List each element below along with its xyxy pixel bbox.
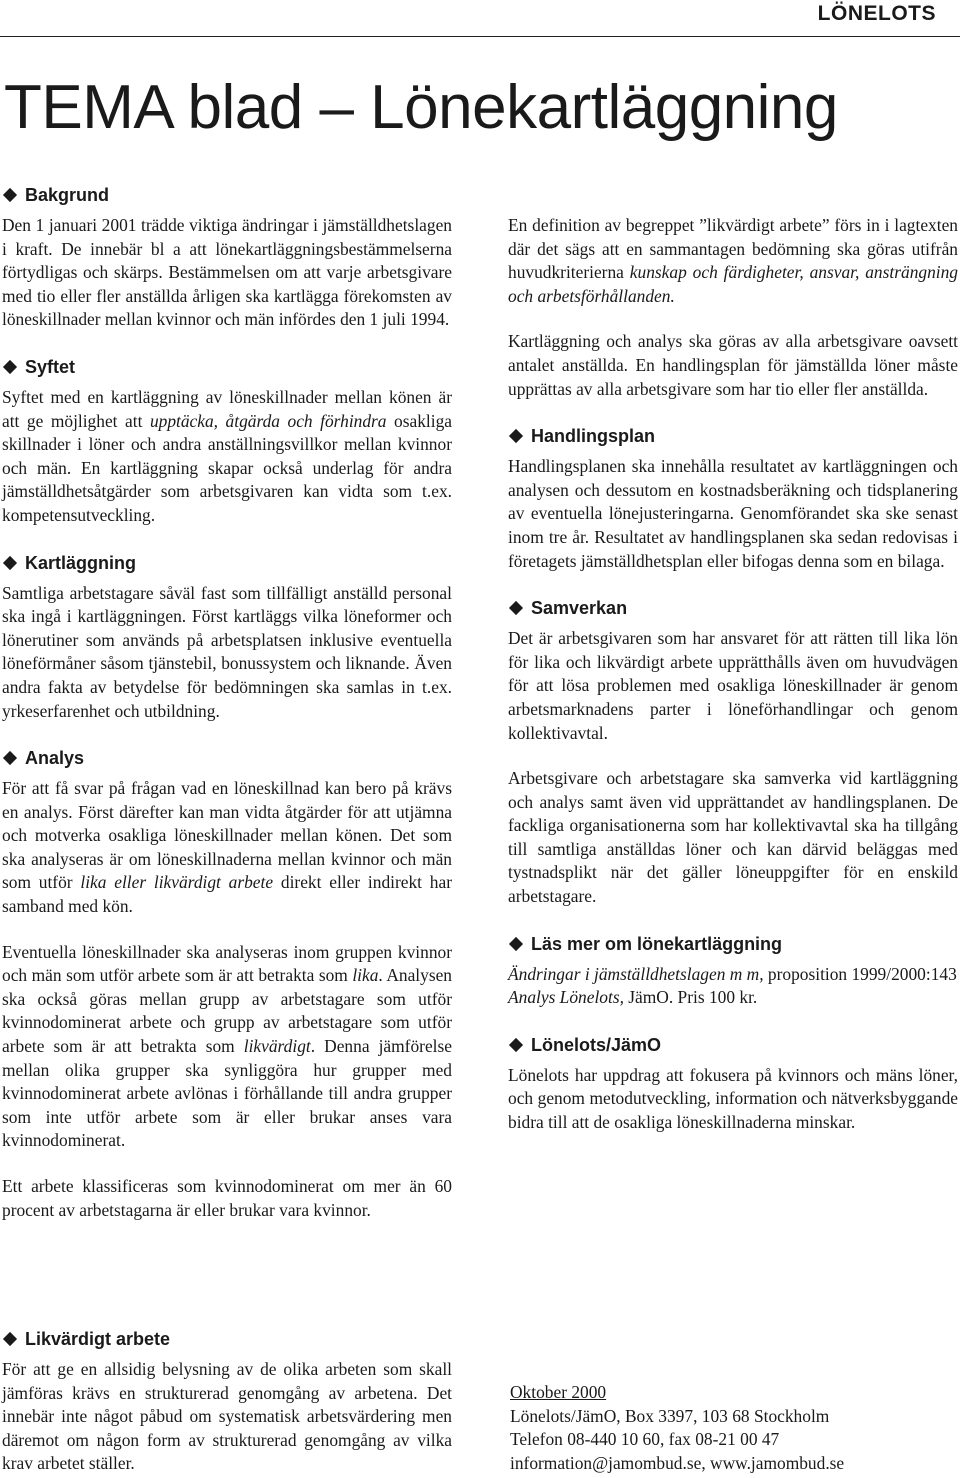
diamond-bullet-icon: [509, 937, 523, 951]
section-heading-las-mer: [508, 931, 958, 957]
diamond-bullet-icon: [3, 188, 17, 202]
publication-date: Oktober 2000: [510, 1382, 607, 1402]
diamond-bullet-icon: [509, 601, 523, 615]
bottom-section: [2, 1326, 452, 1476]
heading-text: Samverkan: [531, 598, 628, 619]
email-website: information@jamombud.se, www.jamombud.se: [510, 1452, 845, 1473]
left-column: [2, 182, 452, 1222]
postal-address: Lönelots/JämO, Box 3397, 103 68 Stockholm: [510, 1405, 830, 1426]
diamond-bullet-icon: [3, 555, 17, 569]
page-title: TEMA blad – Lönekartläggning: [4, 73, 838, 142]
analys-paragraph-1: För att få svar på frågan vad en löneskillnad kan bero på krävs en analys. Först därefter kan man vidta åtgärder för att utjämna och motverka osakliga löneskillnader mellan könen. Det som ska analyseras är om löneskillnaderna mellan kvinnor och män som utför lika eller likvärdigt arbete direkt eller indirekt har samband med kön.: [2, 778, 452, 917]
section-heading-syftet: [2, 354, 452, 380]
heading-text: Handlingsplan: [531, 426, 656, 447]
handlingsplan-paragraph: Handlingsplanen ska innehålla resultatet av kartläggningen och analysen och dessutom en kostnadsberäkning och tidsplanering av eventuella lönejusteringarna. Genomförandet ska ske senast inom tre år. Resultatet av handlingsplanen ska sedan redovisas i företagets jämställdhetsplan eller bifogas denna som en bilaga.: [508, 456, 958, 571]
section-heading-lonelots-jamo: [508, 1032, 958, 1058]
phone-fax: Telefon 08-440 10 60, fax 08-21 00 47: [510, 1429, 780, 1450]
publication-label: LÖNELOTS: [817, 2, 936, 25]
diamond-bullet-icon: [509, 1038, 523, 1052]
heading-text: Läs mer om lönekartläggning: [531, 933, 783, 954]
heading-text: Bakgrund: [25, 185, 110, 205]
section-heading-handlingsplan: [508, 423, 958, 449]
diamond-bullet-icon: [3, 1332, 17, 1346]
section-heading-kartlaggning: [2, 550, 452, 576]
header-rule: [0, 36, 960, 37]
analys-paragraph-2: Eventuella löneskillnader ska analyseras inom gruppen kvinnor och män som utför arbete som är att betrakta som lika. Analysen ska också göras mellan grupp av arbetstagare som utför kvinnodominerat arbete och grupp av arbetstagare som utför arbete som är att betrakta som likvärdigt. Denna jämförelse mellan olika grupper ska synliggöra hur grupper med kvinnodominerat arbete avlönas i förhållande till andra grupper som inte utför arbete som är eller brukar anses vara kvinnodominerat.: [2, 941, 453, 1151]
diamond-bullet-icon: [509, 429, 523, 443]
diamond-bullet-icon: [3, 360, 17, 374]
obligation-paragraph: Kartläggning och analys ska göras av alla arbetsgivare oavsett antalet anställda. En handlingsplan för jämställda löner måste upprättas av alla arbetsgivare som har tio eller fler anställda.: [508, 331, 958, 399]
reference-analys-lonelots: Analys Lönelots, JämO. Pris 100 kr.: [508, 987, 758, 1008]
heading-text: Syftet: [25, 356, 76, 377]
heading-text: Likvärdigt arbete: [25, 1329, 171, 1349]
right-column: [508, 214, 958, 1135]
heading-text: Analys: [25, 748, 85, 769]
section-heading-analys: [2, 745, 452, 771]
heading-text: Lönelots/JämO: [531, 1034, 662, 1055]
section-heading-samverkan: [508, 595, 958, 621]
diamond-bullet-icon: [3, 751, 17, 765]
samverkan-paragraph-2: Arbetsgivare och arbetstagare ska samverka vid kartläggning och analys samt även vid upprättandet av handlingsplanen. De fackliga organisationerna som har kollektivavtal ska ha tillgång till samtliga anställdas löner och kan därvid beläggas med tystnadsplikt när det gäller löneuppgifter för en enskild arbetstagare.: [508, 768, 958, 907]
contact-block: [510, 1381, 950, 1475]
analys-paragraph-3: Ett arbete klassificeras som kvinnodominerat om mer än 60 procent av arbetstagarna är eller brukar vara kvinnor.: [2, 1176, 452, 1220]
samverkan-paragraph-1: Det är arbetsgivaren som har ansvaret för att rätten till lika lön för lika och likvärdigt arbete upprätthålls även om huvudvägen för att lösa problemen med osakliga löneskillnader är genom arbetsmarknadens parter i löneförhandlingar och genom kollektivavtal.: [508, 628, 958, 743]
syftet-paragraph: Syftet med en kartläggning av löneskillnader mellan könen är att ge möjlighet att upptäcka, åtgärda och förhindra osakliga skillnader i löner och andra anställningsvillkor mellan kvinnor och män. En kartläggning skapar också underlag för andra jämställdhetsåtgärder som arbetsgivaren kan vidta som t.ex. kompetensutveckling.: [2, 386, 452, 525]
section-heading-likvardigt-arbete: [2, 1326, 452, 1352]
lonelots-jamo-paragraph: Lönelots har uppdrag att fokusera på kvinnors och mäns löner, och genom metodutveckling, information och nätverksbyggande bidra till att de osakliga löneskillnaderna minskar.: [508, 1064, 958, 1133]
bakgrund-paragraph: Den 1 januari 2001 trädde viktiga ändringar i jämställdhetslagen i kraft. De innebär bl a att lönekartläggningsbestämmelserna förtydligas och skärps. Bestämmelsen om att varje arbetsgivare med tio eller fler anställda årligen ska kartlägga förekomsten av löneskillnader mellan kvinnor och män infördes den 1 juli 1994.: [2, 215, 452, 330]
section-heading-bakgrund: [2, 182, 452, 208]
likvardigt-arbete-paragraph: För att ge en allsidig belysning av de olika arbeten som skall jämföras krävs en strukturerad genomgång av arbetena. Det innebär inte något påbud om systematisk arbetsvärdering men däremot om någon form av strukturerad genomgång av vilka krav arbetet ställer.: [2, 1359, 452, 1474]
reference-proposition: Ändringar i jämställdhetslagen m m, proposition 1999/2000:143: [508, 963, 957, 984]
definition-paragraph: En definition av begreppet ”likvärdigt arbete” förs in i lagtexten där det sägs att en sammantagen bedömning ska göras utifrån huvudkriterierna kunskap och färdigheter, ansvar, ansträngning och arbetsförhållanden.: [508, 215, 959, 306]
kartlaggning-paragraph: Samtliga arbetstagare såväl fast som tillfälligt anställd personal ska ingå i kartläggningen. Först kartläggs vilka löneformer och lönerutiner som används på arbetsplatsen inklusive eventuella löneförmåner såsom tjänstebil, bonussystem och liknande. Även andra fakta av betydelse för bedömningen ska samlas in t.ex. yrkeserfarenhet och utbildning.: [2, 582, 452, 721]
heading-text: Kartläggning: [25, 552, 136, 573]
